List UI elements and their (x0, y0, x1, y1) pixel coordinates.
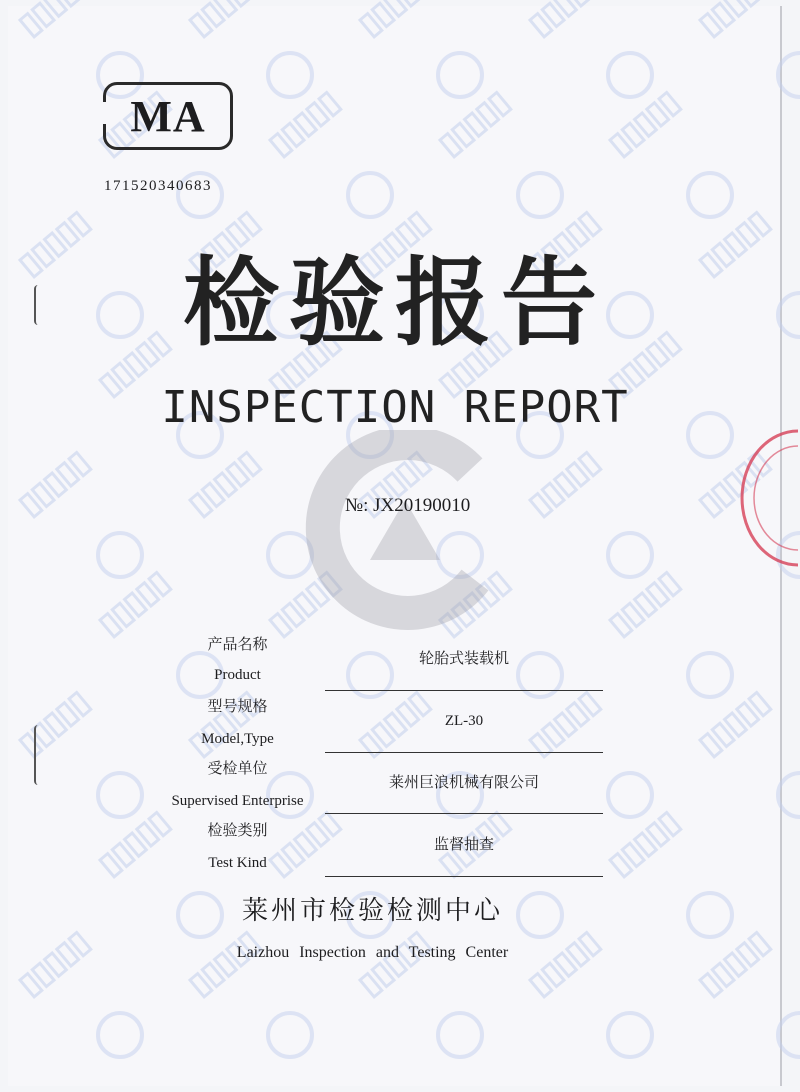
field-label-cn: 检验类别 (207, 823, 268, 839)
center-logo-watermark (300, 430, 510, 630)
cma-mark (103, 82, 233, 150)
cma-mark-text: MA (130, 91, 206, 141)
field-underline (325, 752, 603, 753)
field-underline (325, 813, 603, 814)
field-value-enterprise: 莱州巨浪机械有限公司 (388, 775, 539, 791)
field-label-cn: 型号规格 (207, 699, 268, 715)
report-number: №: JX20190010 (345, 495, 471, 516)
field-value-product: 轮胎式装载机 (418, 651, 509, 667)
field-label-cn: 产品名称 (207, 637, 268, 653)
red-seal-stamp (740, 428, 798, 568)
field-label-en: Supervised Enterprise (171, 793, 304, 809)
organization-english: Laizhou Inspection and Testing Center (236, 944, 509, 961)
field-value-model: ZL-30 (444, 713, 484, 729)
field-underline (325, 876, 603, 877)
certification-number: 171520340683 (104, 178, 212, 194)
cma-mark-gap (100, 102, 108, 124)
field-label-en: Product (214, 667, 261, 683)
field-value-test-kind: 监督抽查 (433, 837, 494, 853)
field-label-en: Model,Type (201, 731, 274, 747)
field-underline (325, 690, 603, 691)
organization-chinese: 莱州市检验检测中心 (241, 896, 503, 926)
title-english: INSPECTION REPORT (161, 382, 629, 433)
field-label-en: Test Kind (208, 855, 267, 871)
staple-mark (34, 725, 42, 785)
field-label-cn: 受检单位 (207, 761, 268, 777)
cma-mark-gap (222, 102, 230, 124)
title-chinese: 检验报告 (183, 247, 607, 359)
